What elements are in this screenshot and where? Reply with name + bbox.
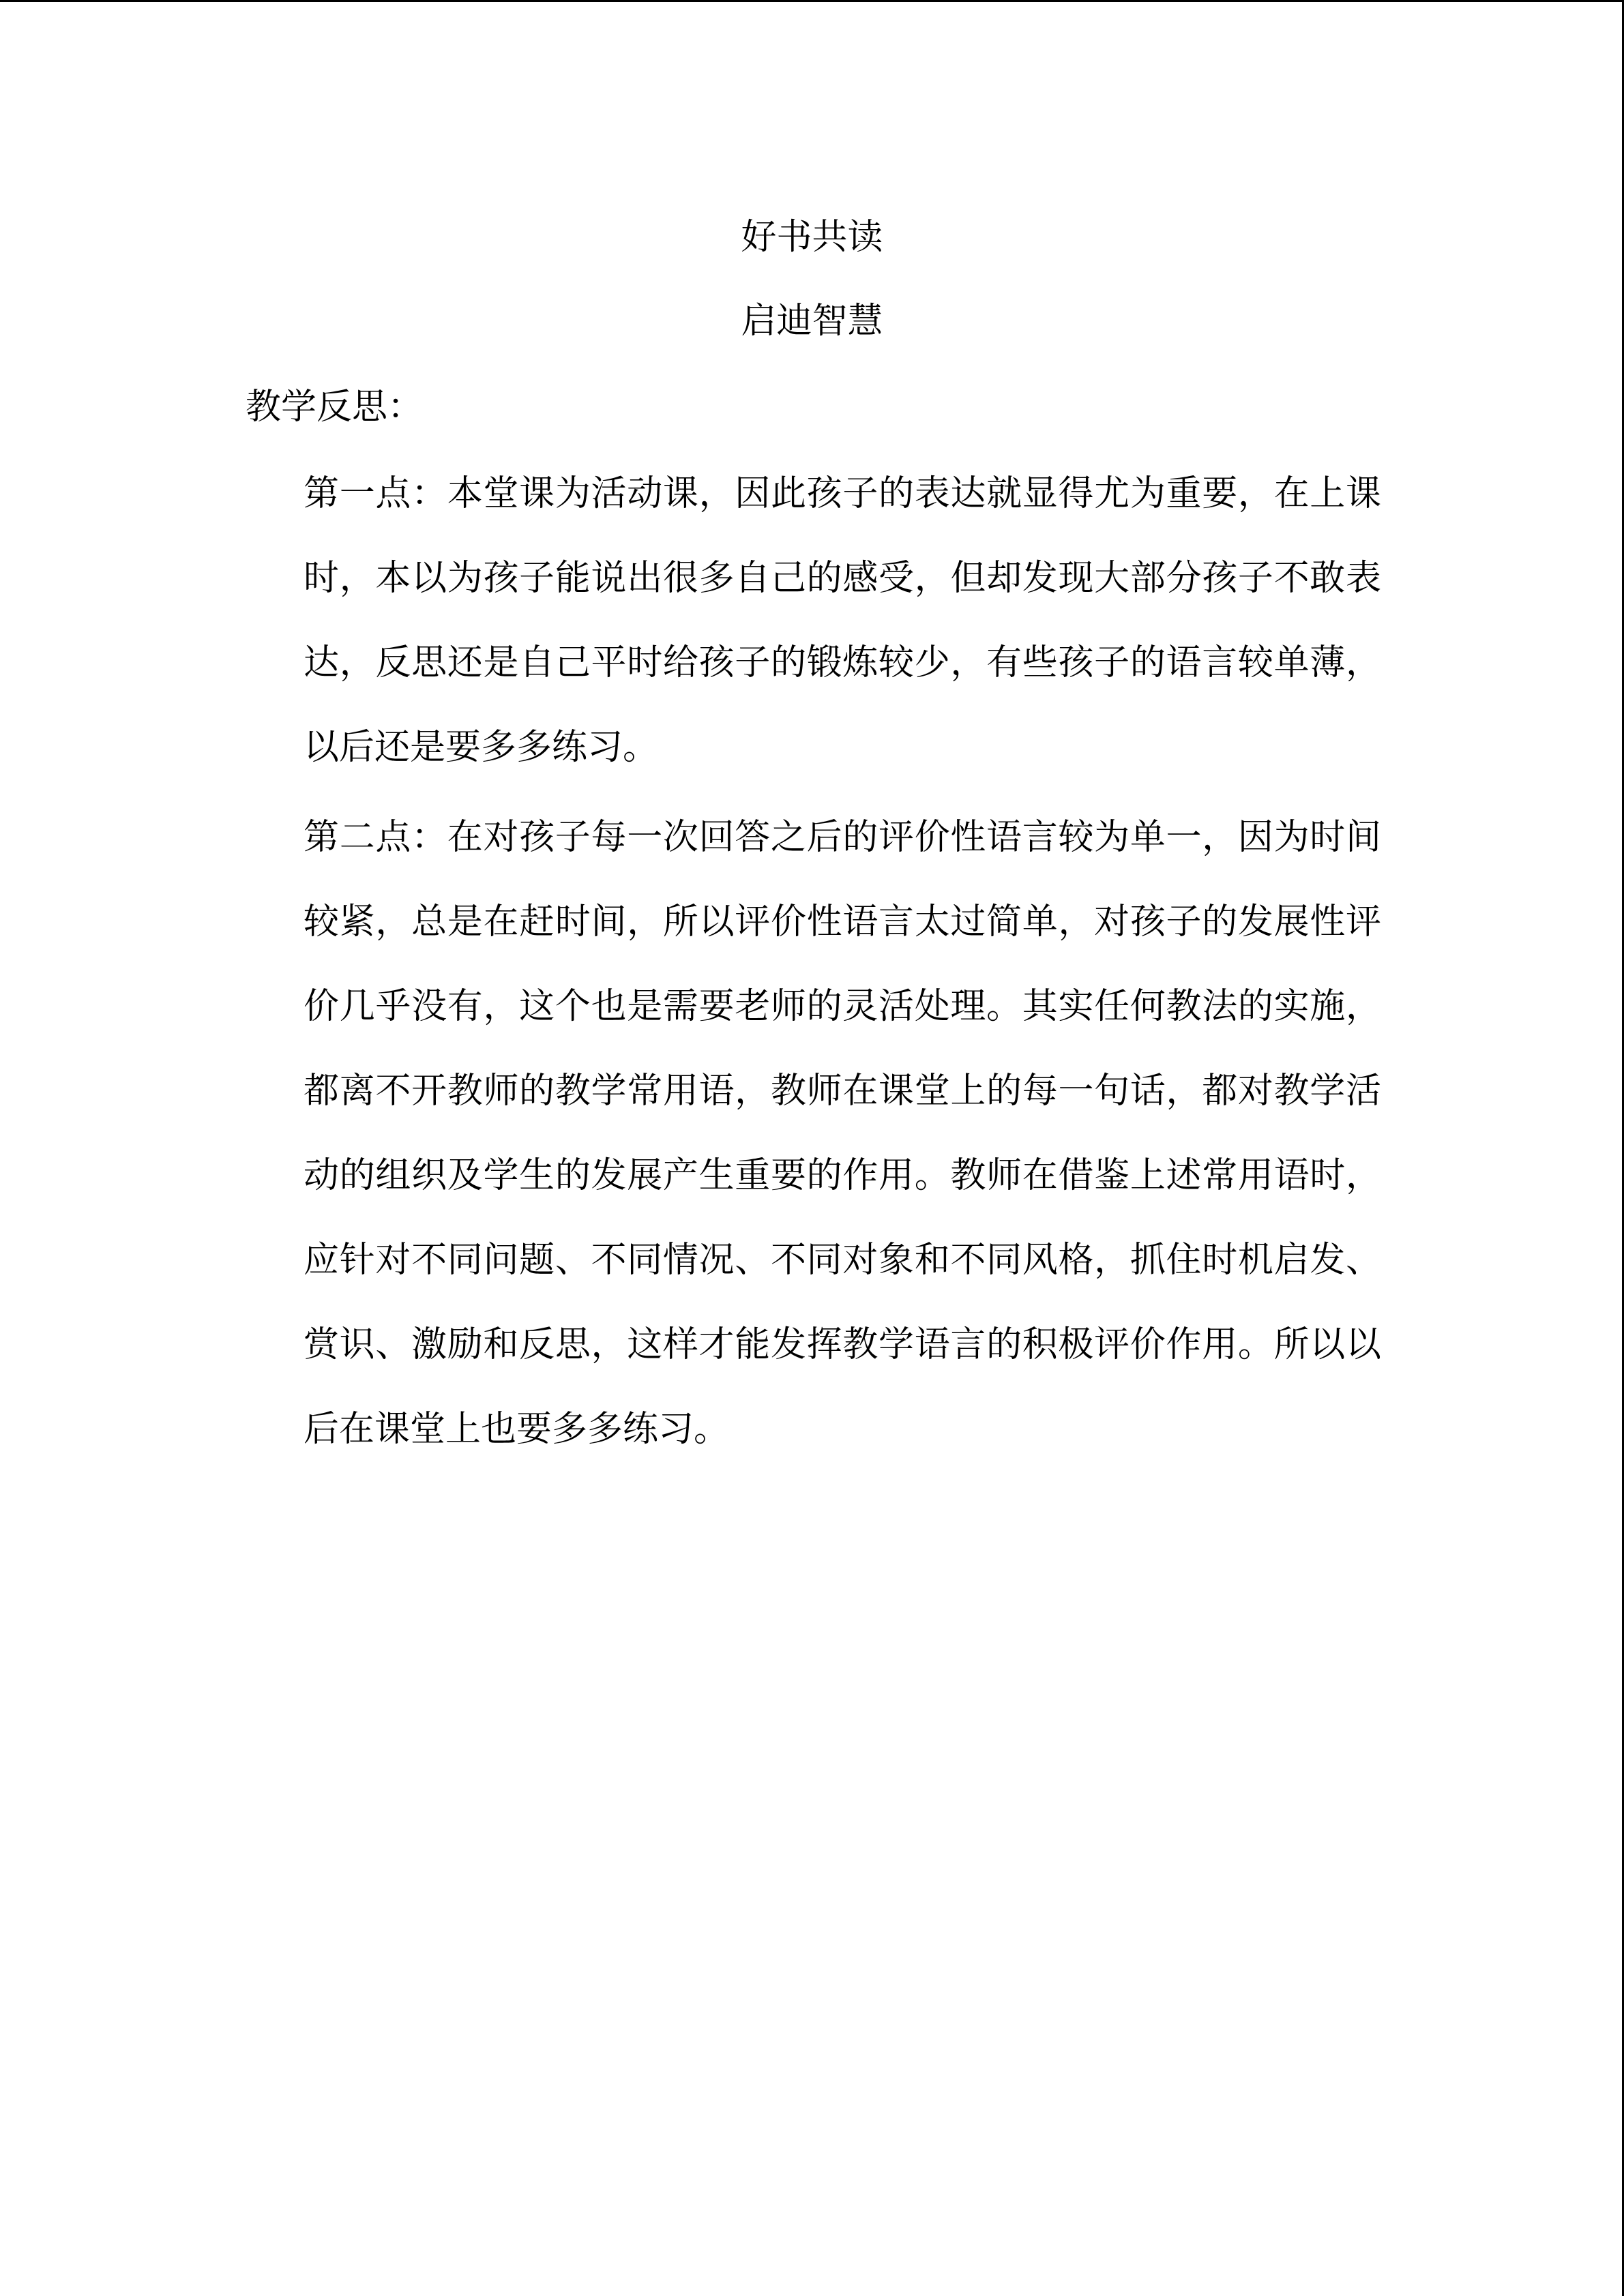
- document-title: 好书共读: [741, 217, 883, 258]
- document-subtitle: 启迪智慧: [741, 301, 883, 342]
- paragraph-first-point: 第一点：本堂课为活动课，因此孩子的表达就显得尤为重要，在上课时，本以为孩子能说出很多自己的感受，但却发现大部分孩子不敢表达，反思还是自己平时给孩子的锻炼较少，有些孩子的语言较单薄，以后还是要多多练习。: [304, 473, 1381, 768]
- paragraph-second-point: 第二点：在对孩子每一次回答之后的评价性语言较为单一，因为时间较紧，总是在赶时间，所以评价性语言太过简单，对孩子的发展性评价几乎没有，这个也是需要老师的灵活处理。其实任何教法的实施，都离不开教师的教学常用语，教师在课堂上的每一句话，都对教学活动的组织及学生的发展产生重要的作用。教师在借鉴上述常用语时，应针对不同问题、不同情况、不同对象和不同风格，抓住时机启发、赏识、激励和反思，这样才能发挥教学语言的积极评价作用。所以以后在课堂上也要多多练习。: [304, 817, 1381, 1450]
- page-border-top: [0, 0, 1624, 2]
- section-heading: 教学反思：: [246, 387, 424, 428]
